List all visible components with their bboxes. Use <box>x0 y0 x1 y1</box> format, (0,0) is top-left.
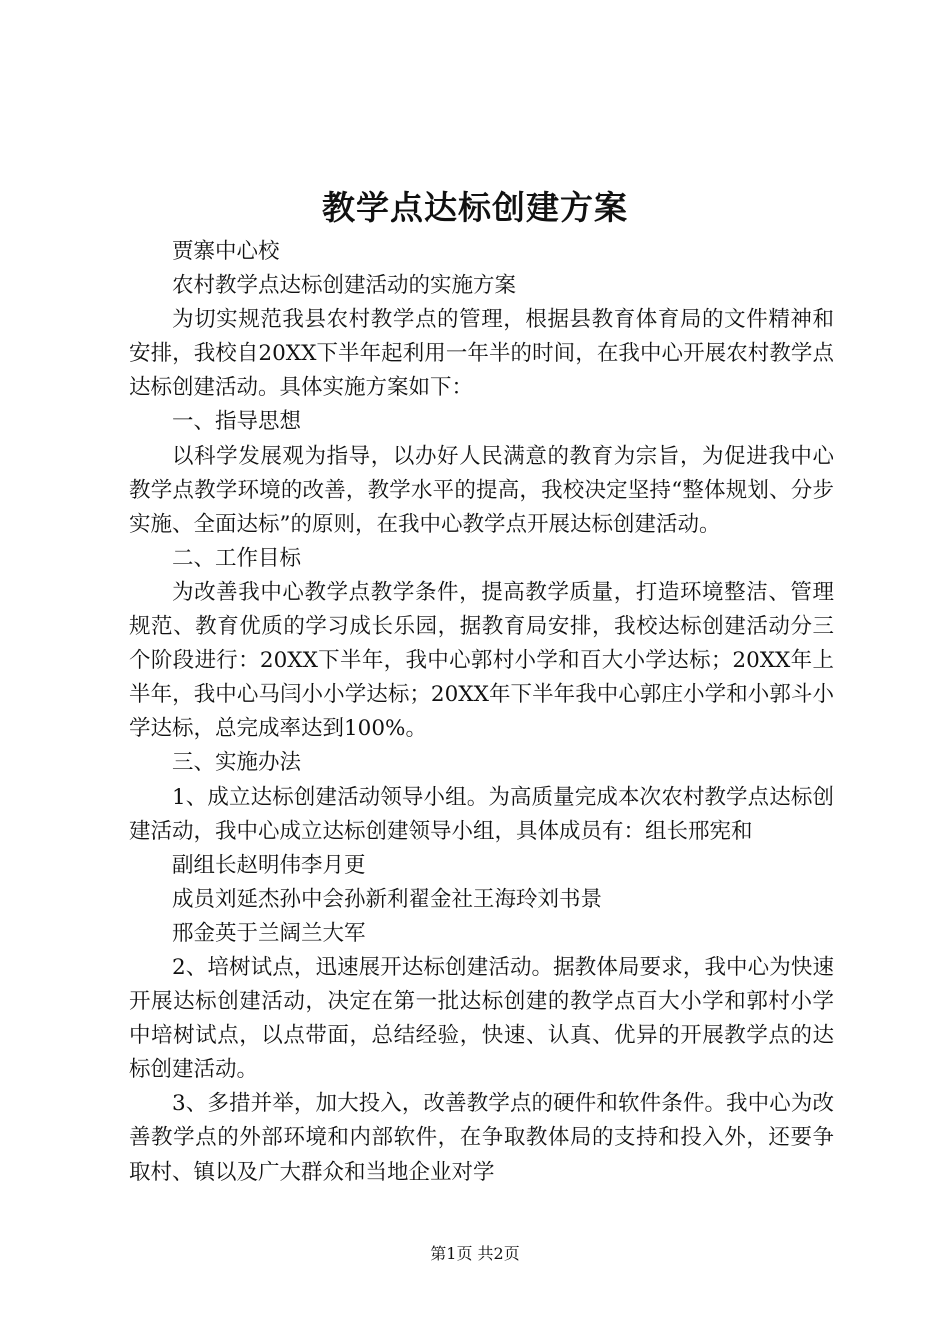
paragraph-leadership-group: 1、成立达标创建活动领导小组。为高质量完成本次农村教学点达标创建活动，我中心成立达标创建领导小组，具体成员有：组长邢宪和 <box>129 784 834 844</box>
paragraph-plan-subtitle: 农村教学点达标创建活动的实施方案 <box>172 273 517 299</box>
paragraph-investment: 3、多措并举，加大投入，改善教学点的硬件和软件条件。我中心为改善教学点的外部环境和内部软件，在争取教体局的支持和投入外，还要争取村、镇以及广大群众和当地企业对学 <box>129 1091 834 1185</box>
paragraph-work-goals: 为改善我中心教学点教学条件，提高教学质量，打造环境整洁、管理规范、教育优质的学习成长乐园，据教育局安排，我校达标创建活动分三个阶段进行：20XX下半年，我中心郭村小学和百大小学达标；20XX年上半年，我中心马闫小小学达标；20XX年下半年我中心郭庄小学和小郭斗小学达标，总完成率达到100%。 <box>129 579 834 742</box>
paragraph-guiding-thought: 以科学发展观为指导，以办好人民满意的教育为宗旨，为促进我中心教学点教学环境的改善，教学水平的提高，我校决定坚持“整体规划、分步实施、全面达标”的原则，在我中心教学点开展达标创建活动。 <box>129 443 834 537</box>
paragraph-pilot: 2、培树试点，迅速展开达标创建活动。据教体局要求，我中心为快速开展达标创建活动，决定在第一批达标创建的教学点百大小学和郭村小学中培树试点，以点带面，总结经验，快速、认真、优异的开展教学点的达标创建活动。 <box>129 954 834 1083</box>
document-title: 教学点达标创建方案 <box>322 188 628 227</box>
paragraph-deputy-leaders: 副组长赵明伟李月更 <box>172 852 366 878</box>
section-heading-guiding-thought: 一、指导思想 <box>172 409 302 435</box>
paragraph-school-name: 贾寨中心校 <box>172 239 280 264</box>
section-heading-work-goals: 二、工作目标 <box>172 545 302 571</box>
document-body <box>129 235 834 1190</box>
page-footer: 第1页 共2页 <box>430 1244 520 1263</box>
paragraph-members-continued: 邢金英于兰阔兰大军 <box>172 920 366 946</box>
paragraph-intro: 为切实规范我县农村教学点的管理，根据县教育体育局的文件精神和安排，我校自20XX下半年起利用一年半的时间，在我中心开展农村教学点达标创建活动。具体实施方案如下： <box>129 307 834 401</box>
section-heading-implementation: 三、实施办法 <box>172 750 302 776</box>
paragraph-members: 成员刘延杰孙中会孙新利翟金社王海玲刘书景 <box>172 886 603 912</box>
